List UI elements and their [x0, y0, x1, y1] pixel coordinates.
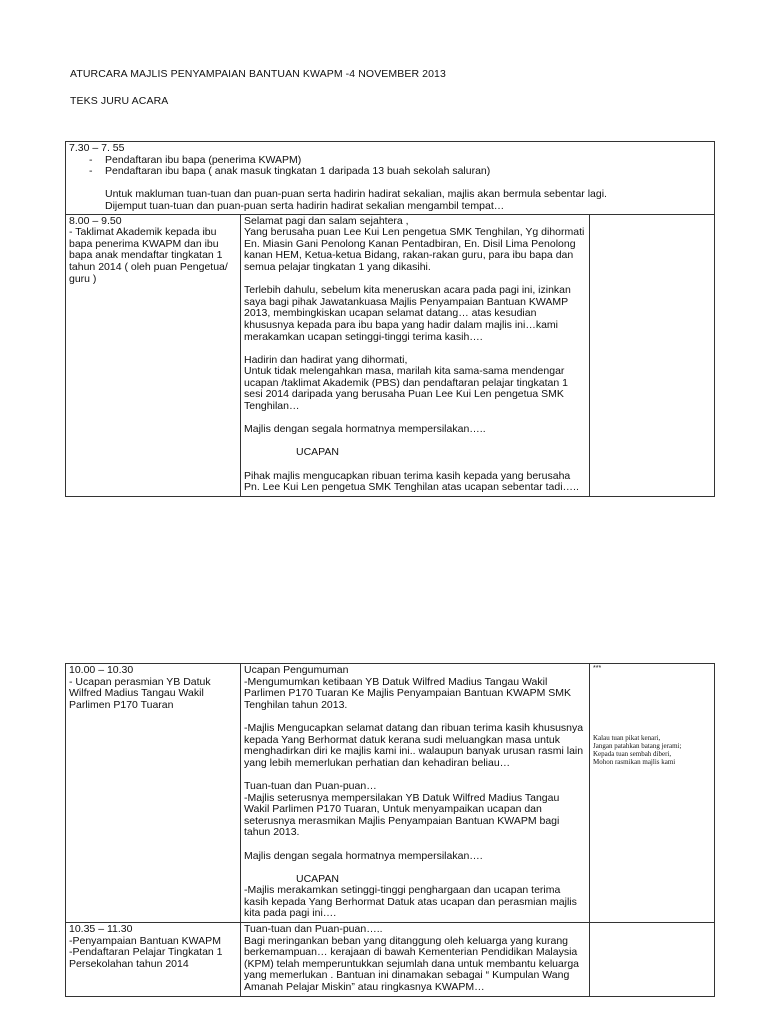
time-activity-cell	[66, 214, 241, 496]
table-row	[66, 923, 715, 997]
row-time: 10.35 – 11.30	[69, 923, 133, 936]
list-item: - Pendaftaran ibu bapa ( anak masuk tingkatan 1 daripada 13 buah sekolah saluran)	[69, 166, 711, 178]
script-paragraph: Pihak majlis mengucapkan ribuan terima kasih kepada yang berusaha Pn. Lee Kui Len pengetua SMK Tenghilan atas ucapan sebentar tadi…..	[244, 469, 579, 494]
agenda-table-1	[65, 141, 715, 497]
script-paragraph: Ucapan Pengumuman -Mengumumkan ketibaan YB Datuk Wilfred Madius Tangau Wakil Parlimen P170 Tuaran Ke Majlis Penyampaian Bantuan KWAPM SMK Tenghilan tahun 2013.	[244, 664, 572, 711]
row-activity: - Ucapan perasmian YB Datuk Wilfred Madius Tangau Wakil Parlimen P170 Tuaran	[69, 675, 211, 711]
announcement-text: Dijemput tuan-tuan dan puan-puan serta hadirin hadirat sekalian mengambil tempat…	[105, 199, 505, 212]
row-time: 7.30 – 7. 55	[69, 142, 125, 154]
row-activity: -Penyampaian Bantuan KWAPM -Pendaftaran Pelajar Tingkatan 1 Persekolahan tahun 2014	[69, 934, 223, 970]
table-row	[66, 142, 715, 215]
asterisk-marker: ***	[593, 665, 602, 672]
script-cell	[241, 664, 590, 923]
row-time: 10.00 – 10.30	[69, 664, 134, 676]
table-row	[66, 214, 715, 496]
script-paragraph: Hadirin dan hadirat yang dihormati, Untuk tidak melengahkan masa, marilah kita sama-sama mendengar ucapan /taklimat Akademik (PBS) dan pendaftaran pelajar tingkatan 1 sesi 2014 daripada yang berusaha Puan Lee Kui Len pengetua SMK Tenghilan…	[244, 353, 568, 413]
script-cell	[241, 214, 590, 496]
announcement-text: Untuk makluman tuan-tuan dan puan-puan serta hadirin hadirat sekalian, majlis akan bermula sebentar lagi.	[105, 188, 607, 201]
script-paragraph: Terlebih dahulu, sebelum kita meneruskan acara pada pagi ini, izinkan saya bagi pihak Jawatankuasa Majlis Penyampaian Bantuan KWAMP 2013, membingkiskan ucapan selamat datang… atas kesudian khususnya kepada para ibu bapa yang hadir dalam majlis ini…kami merakamkan ucapan setinggi-tinggi terima kasih….	[244, 284, 571, 343]
registration-cell	[66, 142, 715, 215]
script-paragraph: -Majlis merakamkan setinggi-tinggi penghargaan dan ucapan terima kasih kepada Yang Berhormat Datuk atas ucapan dan perasmian majlis kita pada pagi ini….	[244, 884, 577, 920]
time-activity-cell	[66, 923, 241, 997]
script-paragraph: Selamat pagi dan salam sejahtera , Yang berusaha puan Lee Kui Len pengetua SMK Tenghilan, Yg dihormati En. Miasin Gani Penolong Kanan Pentadbiran, En. Disil Lima Penolong kanan HEM, Ketua-ketua Bidang, rakan-rakan guru, para ibu bapa dan semua pelajar tingkatan 1 yang dikasihi.	[244, 214, 585, 273]
notes-cell	[590, 923, 715, 997]
script-paragraph: Majlis dengan segala hormatnya mempersilakan…..	[244, 423, 486, 436]
speech-marker: UCAPAN	[296, 446, 339, 459]
script-paragraph: Tuan-tuan dan Puan-puan… -Majlis seterusnya mempersilakan YB Datuk Wilfred Madius Tangau Wakil Parlimen P170 Tuaran, Untuk menyampaikan ucapan dan seterusnya merasmikan Majlis Penyampaian Bantuan KWAPM bagi tahun 2013.	[244, 779, 560, 839]
document-subtitle: TEKS JURU ACARA	[70, 95, 169, 107]
row-time: 8.00 – 9.50	[69, 214, 122, 227]
row-activity: - Taklimat Akademik kepada ibu bapa penerima KWAPM dan ibu bapa anak mendaftar tingkatan 1 tahun 2014 ( oleh puan Pengetua/ guru )	[69, 226, 228, 285]
notes-cell	[590, 664, 715, 923]
script-cell	[241, 923, 590, 997]
script-paragraph: Majlis dengan segala hormatnya mempersilakan….	[244, 849, 483, 862]
list-item: - Pendaftaran ibu bapa (penerima KWAPM)	[69, 155, 711, 167]
notes-cell	[590, 214, 715, 496]
table-row	[66, 664, 715, 923]
speech-marker: UCAPAN	[296, 872, 339, 885]
time-activity-cell	[66, 664, 241, 923]
pantun-note: Kalau tuan pikat kenari, Jangan patahkan batang jerami; Kepada tuan sembah diberi, Mohon rasmikan majlis kami	[593, 734, 682, 766]
agenda-table-2	[65, 663, 715, 997]
script-paragraph: Tuan-tuan dan Puan-puan….. Bagi meringankan beban yang ditanggung oleh keluarga yang kurang berkemampuan… kerajaan di bawah Kementerian Pendidikan Malaysia (KPM) telah memperuntukkan sejumlah dana untuk membantu keluarga yang memerlukan . Bantuan ini dinamakan sebagai “ Kumpulan Wang Amanah Pelajar Miskin” atau ringkasnya KWAPM…	[244, 923, 580, 994]
document-title: ATURCARA MAJLIS PENYAMPAIAN BANTUAN KWAPM -4 NOVEMBER 2013	[70, 68, 446, 80]
script-paragraph: -Majlis Mengucapkan selamat datang dan ribuan terima kasih khususnya kepada Yang Berhormat datuk kerana sudi meluangkan masa untuk menghadirkan diri ke majlis kami ini.. walaupun banyak urusan rasmi lain yang lebih memerlukan perhatian dan kehadiran beliau…	[244, 721, 584, 769]
